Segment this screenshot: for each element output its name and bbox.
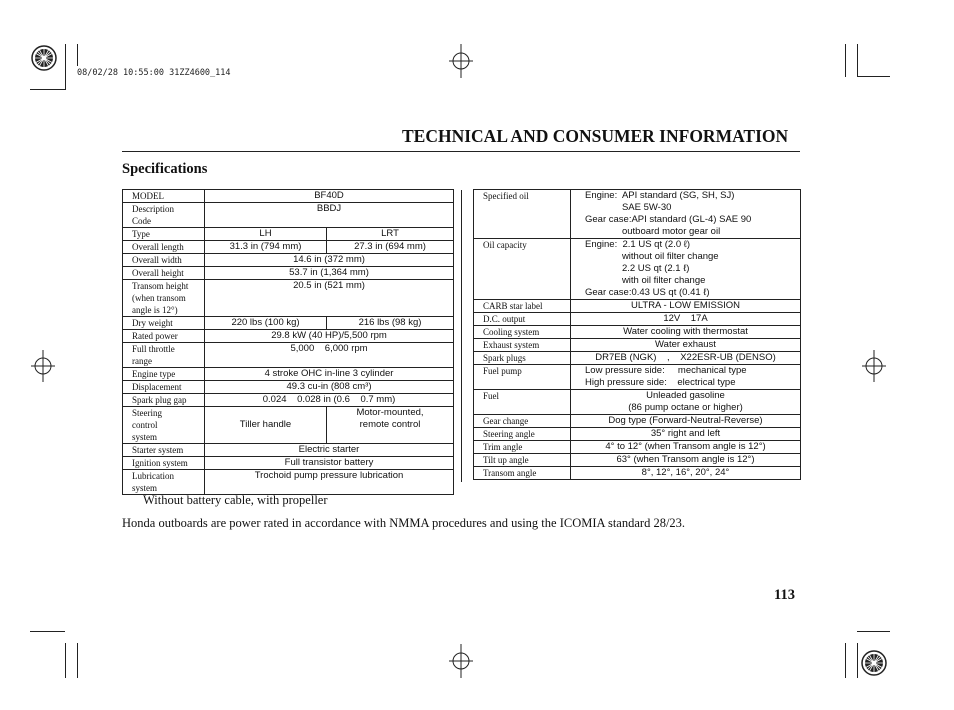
- spec-value: Water exhaust: [571, 339, 801, 352]
- spec-value-lh: 220 lbs (100 kg): [205, 317, 327, 330]
- table-row: [474, 300, 801, 313]
- spec-value: Engine: 2.1 US qt (2.0 ℓ) without oil filter change 2.2 US qt (2.1 ℓ) with oil filter change Gear case:0.43 US qt (0.41 ℓ): [585, 239, 719, 298]
- spec-value: Water cooling with thermostat: [571, 326, 801, 339]
- table-row: [474, 239, 801, 300]
- starburst-registration-icon: [862, 651, 886, 675]
- spec-value: DR7EB (NGK) , X22ESR-UB (DENSO): [595, 352, 776, 363]
- section-title: Specifications: [122, 161, 208, 177]
- spec-value: Full transistor battery: [205, 457, 454, 470]
- table-row: [474, 313, 801, 326]
- spec-value: 35° right and left: [571, 428, 801, 441]
- spec-value-lrt: LRT: [327, 228, 454, 241]
- spec-value: Trochoid pump pressure lubrication: [205, 470, 454, 495]
- table-row: [123, 241, 454, 254]
- spec-value: BF40D: [205, 190, 454, 203]
- specifications-table-right: [473, 189, 801, 480]
- spec-label: Overall length: [123, 241, 205, 254]
- spec-label: Full throttle range: [132, 344, 175, 366]
- crosshair-icon: [449, 44, 473, 78]
- spec-value: 4° to 12° (when Transom angle is 12°): [571, 441, 801, 454]
- spec-label: Rated power: [123, 330, 205, 343]
- crosshair-icon: [449, 644, 473, 678]
- spec-label: Fuel: [474, 390, 571, 415]
- table-row: [123, 343, 454, 368]
- spec-value: 29.8 kW (40 HP)/5,500 rpm: [205, 330, 454, 343]
- table-row: [474, 415, 801, 428]
- column-divider: [461, 190, 462, 482]
- spec-value: 12V 17A: [663, 313, 708, 324]
- spec-value: Engine: API standard (SG, SH, SJ) SAE 5W-30 Gear case:API standard (GL-4) SAE 90 outboard motor gear oil: [585, 190, 752, 237]
- table-row: [474, 441, 801, 454]
- spec-value: 0.024 0.028 in (0.6 0.7 mm): [262, 394, 396, 405]
- table-row: [123, 330, 454, 343]
- table-row: [123, 228, 454, 241]
- table-row: [474, 390, 801, 415]
- table-row: [474, 428, 801, 441]
- spec-label: Type: [123, 228, 205, 241]
- starburst-registration-icon: [32, 46, 56, 70]
- table-row: [474, 190, 801, 239]
- table-row: [474, 326, 801, 339]
- spec-value-lh: Tiller handle: [205, 407, 327, 444]
- table-row: [123, 368, 454, 381]
- table-row: [123, 444, 454, 457]
- table-row: [123, 470, 454, 495]
- spec-label: D.C. output: [474, 313, 571, 326]
- table-row: [474, 339, 801, 352]
- spec-label: Exhaust system: [474, 339, 571, 352]
- spec-label: Fuel pump: [474, 365, 571, 390]
- spec-value-lrt: Motor-mounted, remote control: [356, 407, 424, 430]
- spec-label: Description Code: [132, 204, 174, 226]
- spec-value: 5,000 6,000 rpm: [290, 343, 368, 354]
- table-row: [123, 317, 454, 330]
- spec-value: ULTRA - LOW EMISSION: [571, 300, 801, 313]
- spec-label: Steering angle: [474, 428, 571, 441]
- spec-label: Starter system: [123, 444, 205, 457]
- spec-label: Dry weight: [123, 317, 205, 330]
- spec-value: 8°, 12°, 16°, 20°, 24°: [571, 467, 801, 480]
- table-row: [123, 394, 454, 407]
- crosshair-icon: [31, 350, 55, 382]
- spec-label: Steering control system: [132, 408, 162, 442]
- footnote: Without battery cable, with propeller: [143, 493, 328, 507]
- table-row: [123, 407, 454, 444]
- spec-value: 53.7 in (1,364 mm): [205, 267, 454, 280]
- table-row: [123, 254, 454, 267]
- spec-value: 4 stroke OHC in-line 3 cylinder: [205, 368, 454, 381]
- spec-label: Cooling system: [474, 326, 571, 339]
- spec-label: Spark plug gap: [123, 394, 205, 407]
- spec-label: Overall height: [123, 267, 205, 280]
- table-row: [123, 203, 454, 228]
- spec-value: Low pressure side: mechanical type High pressure side: electrical type: [585, 365, 747, 388]
- table-row: [474, 365, 801, 390]
- spec-value: Dog type (Forward-Neutral-Reverse): [571, 415, 801, 428]
- spec-value-lrt: 216 lbs (98 kg): [327, 317, 454, 330]
- spec-value-lh: LH: [205, 228, 327, 241]
- spec-label: Transom height (when transom angle is 12°): [132, 281, 189, 315]
- table-row: [123, 280, 454, 317]
- page-number: 113: [774, 587, 795, 603]
- title-divider: [122, 151, 800, 152]
- table-row: [123, 381, 454, 394]
- spec-value: 63° (when Transom angle is 12°): [571, 454, 801, 467]
- page-title: TECHNICAL AND CONSUMER INFORMATION: [402, 126, 789, 146]
- table-row: [123, 267, 454, 280]
- spec-value: BBDJ: [205, 203, 454, 228]
- spec-label: Gear change: [474, 415, 571, 428]
- print-job-stamp: 08/02/28 10:55:00 31ZZ4600_114: [77, 68, 231, 78]
- table-row: [474, 454, 801, 467]
- spec-label: Tilt up angle: [474, 454, 571, 467]
- table-row: [123, 190, 454, 203]
- spec-label: MODEL: [123, 190, 205, 203]
- specifications-table-left: [122, 189, 454, 495]
- spec-label: Trim angle: [474, 441, 571, 454]
- spec-label: Displacement: [123, 381, 205, 394]
- power-rating-note: Honda outboards are power rated in accordance with NMMA procedures and using the ICOMIA standard 28/23.: [122, 516, 686, 530]
- crosshair-icon: [862, 350, 886, 382]
- spec-label: Transom angle: [474, 467, 571, 480]
- spec-label: Engine type: [123, 368, 205, 381]
- spec-label: Specified oil: [474, 190, 571, 239]
- spec-value-lh: 31.3 in (794 mm): [205, 241, 327, 254]
- spec-label: Oil capacity: [474, 239, 571, 300]
- spec-value: 20.5 in (521 mm): [205, 280, 454, 317]
- spec-value: Electric starter: [205, 444, 454, 457]
- spec-label: Ignition system: [123, 457, 205, 470]
- spec-label: Lubrication system: [132, 471, 174, 493]
- table-row: [474, 352, 801, 365]
- spec-value: Unleaded gasoline (86 pump octane or higher): [628, 390, 743, 413]
- spec-label: Overall width: [123, 254, 205, 267]
- spec-value: 49.3 cu-in (808 cm³): [205, 381, 454, 394]
- spec-value: 14.6 in (372 mm): [205, 254, 454, 267]
- table-row: [474, 467, 801, 480]
- spec-value-lrt: 27.3 in (694 mm): [327, 241, 454, 254]
- spec-label: CARB star label: [474, 300, 571, 313]
- spec-label: Spark plugs: [474, 352, 571, 365]
- table-row: [123, 457, 454, 470]
